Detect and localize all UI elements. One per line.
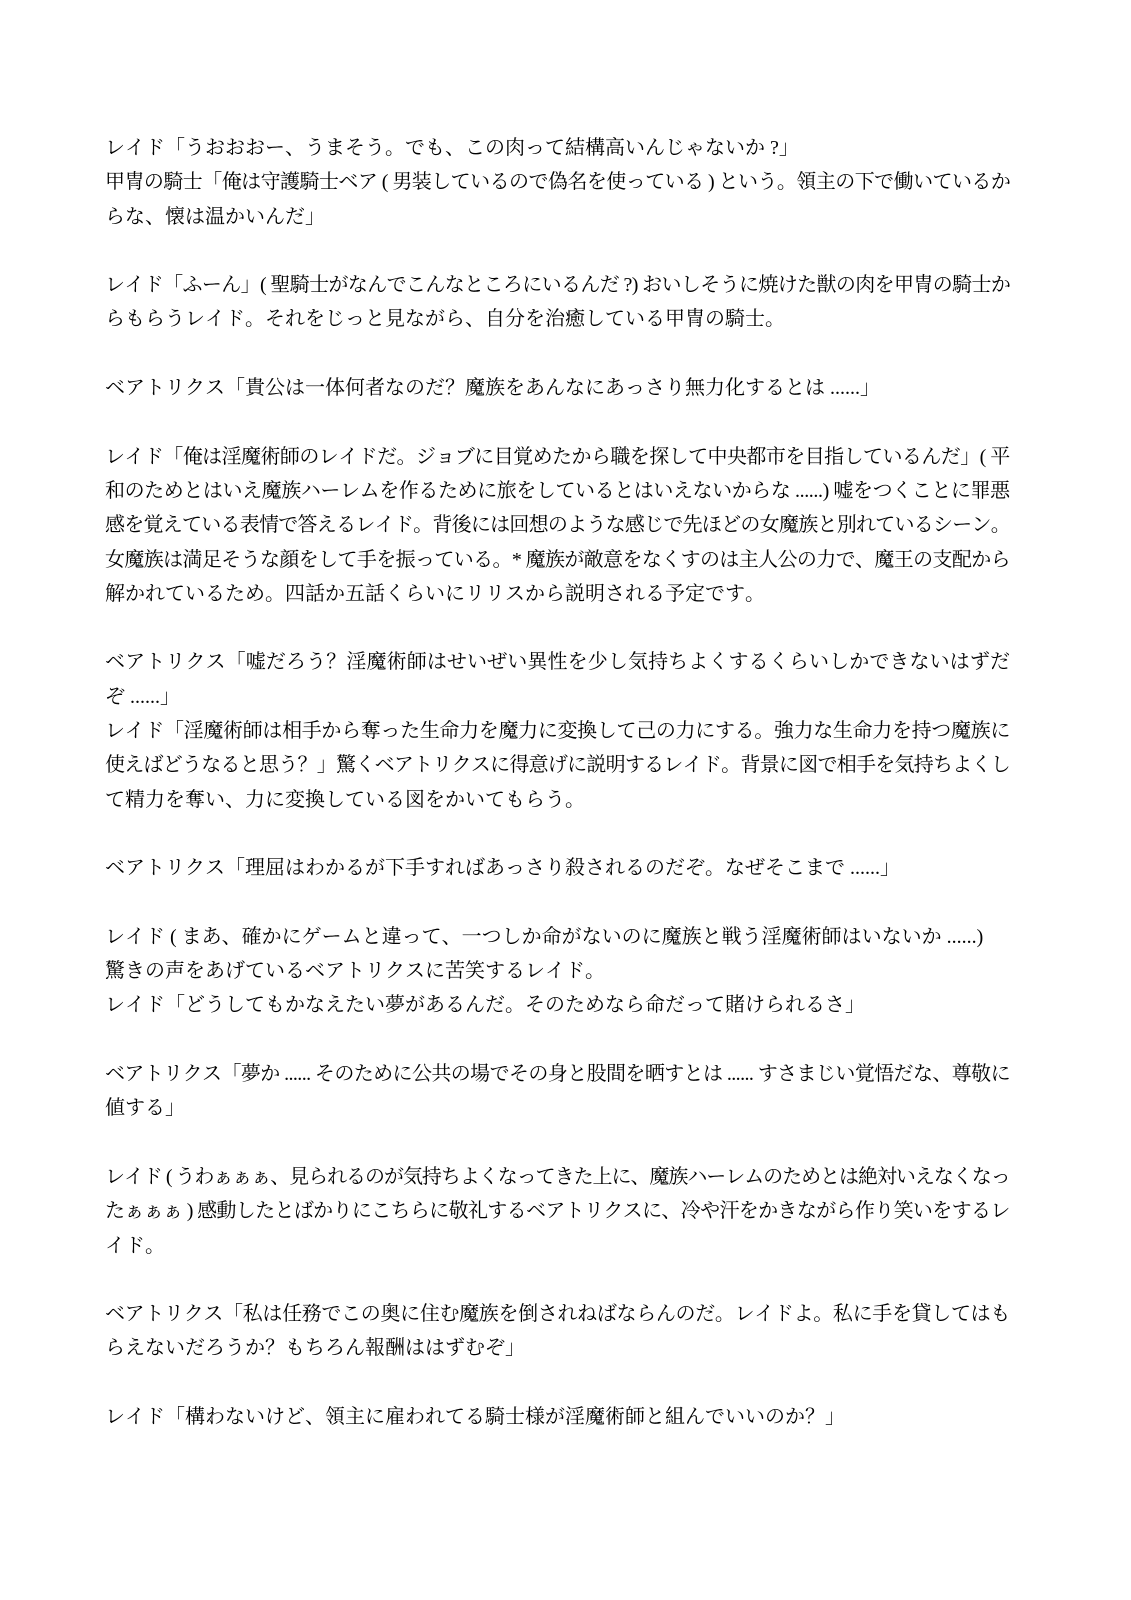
text-line: イド。 [105,1234,165,1257]
text-line: ベアトリクス「貴公は一体何者なのだ？魔族をあんなにあっさり無力化するとは ......」 [105,377,880,400]
dialogue-paragraph [105,1297,1010,1366]
text-line: 甲冑の騎士「俺は守護騎士ベア ( 男装しているので偽名を使っている ) という。領主の下で働いているか [105,171,1011,194]
dialogue-paragraph [105,1160,1010,1263]
text-line: レイド ( まあ、確かにゲームと違って、一つしか命がないのに魔族と戦う淫魔術師はいないか ......) [105,925,984,948]
text-line: て精力を奪い、力に変換している図をかいてもらう。 [105,788,585,811]
text-line: 感を覚えている表情で答えるレイド。背後には回想のような感じで先ほどの女魔族と別れているシーン。 [105,514,1010,537]
text-line: レイド「ふーん」( 聖騎士がなんでこんなところにいるんだ ?) おいしそうに焼けた獣の肉を甲冑の騎士か [105,274,1011,297]
text-line: レイド「構わないけど、領主に雇われてる騎士様が淫魔術師と組んでいいのか？」 [105,1405,845,1428]
document-body [105,131,1010,1434]
dialogue-paragraph [105,440,1010,611]
dialogue-paragraph [105,268,1010,337]
text-line: レイド「淫魔術師は相手から奪った生命力を魔力に変換して己の力にする。強力な生命力を持つ魔族に [105,720,1010,743]
text-line: らな、懐は温かいんだ」 [105,205,325,228]
text-line: 解かれているため。四話か五話くらいにリリスから説明される予定です。 [105,582,765,605]
text-line: レイド「俺は淫魔術師のレイドだ。ジョブに目覚めたから職を探して中央都市を目指しているんだ」( 平 [105,445,1010,468]
dialogue-paragraph [105,1400,1010,1434]
dialogue-paragraph [105,714,1010,817]
text-line: ベアトリクス「私は任務でこの奥に住む魔族を倒されねばならんのだ。レイドよ。私に手を貸してはも [105,1303,1010,1326]
text-line: たぁぁぁ ) 感動したとばかりにこちらに敬礼するベアトリクスに、冷や汗をかきながら作り笑いをするレ [105,1200,1010,1223]
dialogue-paragraph [105,371,1010,405]
text-line: ベアトリクス「理屈はわかるが下手すればあっさり殺されるのだぞ。なぜそこまで ......」 [105,857,900,880]
text-line: 使えばどうなると思う？」驚くベアトリクスに得意げに説明するレイド。背景に図で相手を気持ちよくし [105,754,1010,777]
text-line: 女魔族は満足そうな顔をして手を振っている。* 魔族が敵意をなくすのは主人公の力で、魔王の支配から [105,548,1010,571]
text-line: ベアトリクス「夢か ...... そのために公共の場でその身と股間を晒すとは ...... すさまじい覚悟だな、尊敬に [105,1063,1010,1086]
dialogue-paragraph [105,988,1010,1022]
dialogue-paragraph [105,131,1010,165]
dialogue-paragraph [105,920,1010,954]
dialogue-paragraph [105,645,1010,714]
dialogue-paragraph [105,851,1010,885]
text-line: 和のためとはいえ魔族ハーレムを作るために旅をしているとはいえないからな ......) 嘘をつくことに罪悪 [105,479,1010,502]
text-line: 驚きの声をあげているベアトリクスに苦笑するレイド。 [105,960,605,983]
text-line: レイド ( うわぁぁぁ、見られるのが気持ちよくなってきた上に、魔族ハーレムのためとは絶対いえなくなっ [105,1165,1010,1188]
text-line: レイド「どうしてもかなえたい夢があるんだ。そのためなら命だって賭けられるさ」 [105,994,865,1017]
dialogue-paragraph [105,1057,1010,1126]
text-line: ベアトリクス「嘘だろう？淫魔術師はせいぜい異性を少し気持ちよくするくらいしかできないはずだ [105,651,1010,674]
text-line: 値する」 [105,1097,185,1120]
dialogue-paragraph [105,165,1010,234]
dialogue-paragraph [105,954,1010,988]
text-line: レイド「うおおおー、うまそう。でも、この肉って結構高いんじゃないか ?」 [105,137,799,159]
text-line: らもらうレイド。それをじっと見ながら、自分を治癒している甲冑の騎士。 [105,308,785,331]
text-line: らえないだろうか？もちろん報酬ははずむぞ」 [105,1337,525,1360]
text-line: ぞ ......」 [105,685,180,708]
